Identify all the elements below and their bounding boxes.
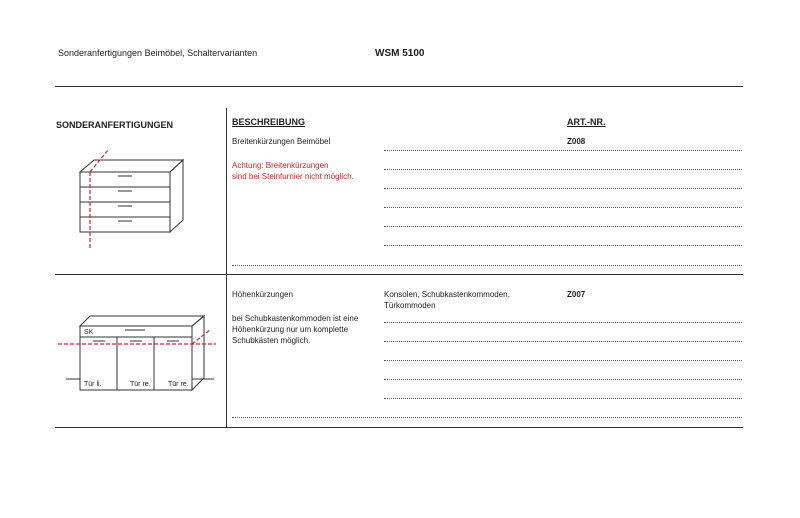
row2-note-line3: Schubkästen möglich. <box>232 336 311 345</box>
drawing-label-sk: SK <box>84 329 94 336</box>
row1-artnr: Z008 <box>567 137 586 146</box>
row2-artnr: Z007 <box>567 290 586 299</box>
drawing-label-door-right: Tür re. <box>168 381 189 388</box>
row1-warning-line2: sind bei Steinfurnier nicht möglich. <box>232 172 354 181</box>
row2-applies-line2: Türkommoden <box>384 301 436 310</box>
row2-note-line1: bei Schubkastenkommoden ist eine <box>232 314 359 323</box>
row1-description: Breitenkürzungen Beimöbel <box>232 137 331 146</box>
description-header: BESCHREIBUNG <box>232 117 306 127</box>
row2-note-line2: Höhenkürzung nur um komplette <box>232 325 349 334</box>
row2-applies-line1: Konsolen, Schubkastenkommoden, <box>384 290 510 299</box>
document-title: Sonderanfertigungen Beimöbel, Schaltervarianten <box>58 48 258 58</box>
cut-line-side <box>192 330 210 344</box>
artnr-header: ART.-NR. <box>567 117 606 127</box>
row1-warning-line1: Achtung: Breitenkürzungen <box>232 161 329 170</box>
section-label: SONDERANFERTIGUNGEN <box>56 120 174 130</box>
row2-description: Höhenkürzungen <box>232 290 293 299</box>
drawing-label-door-right: Tür re. <box>130 381 151 388</box>
model-number: WSM 5100 <box>375 48 425 59</box>
drawing-label-door-left: Tür li. <box>84 381 102 388</box>
